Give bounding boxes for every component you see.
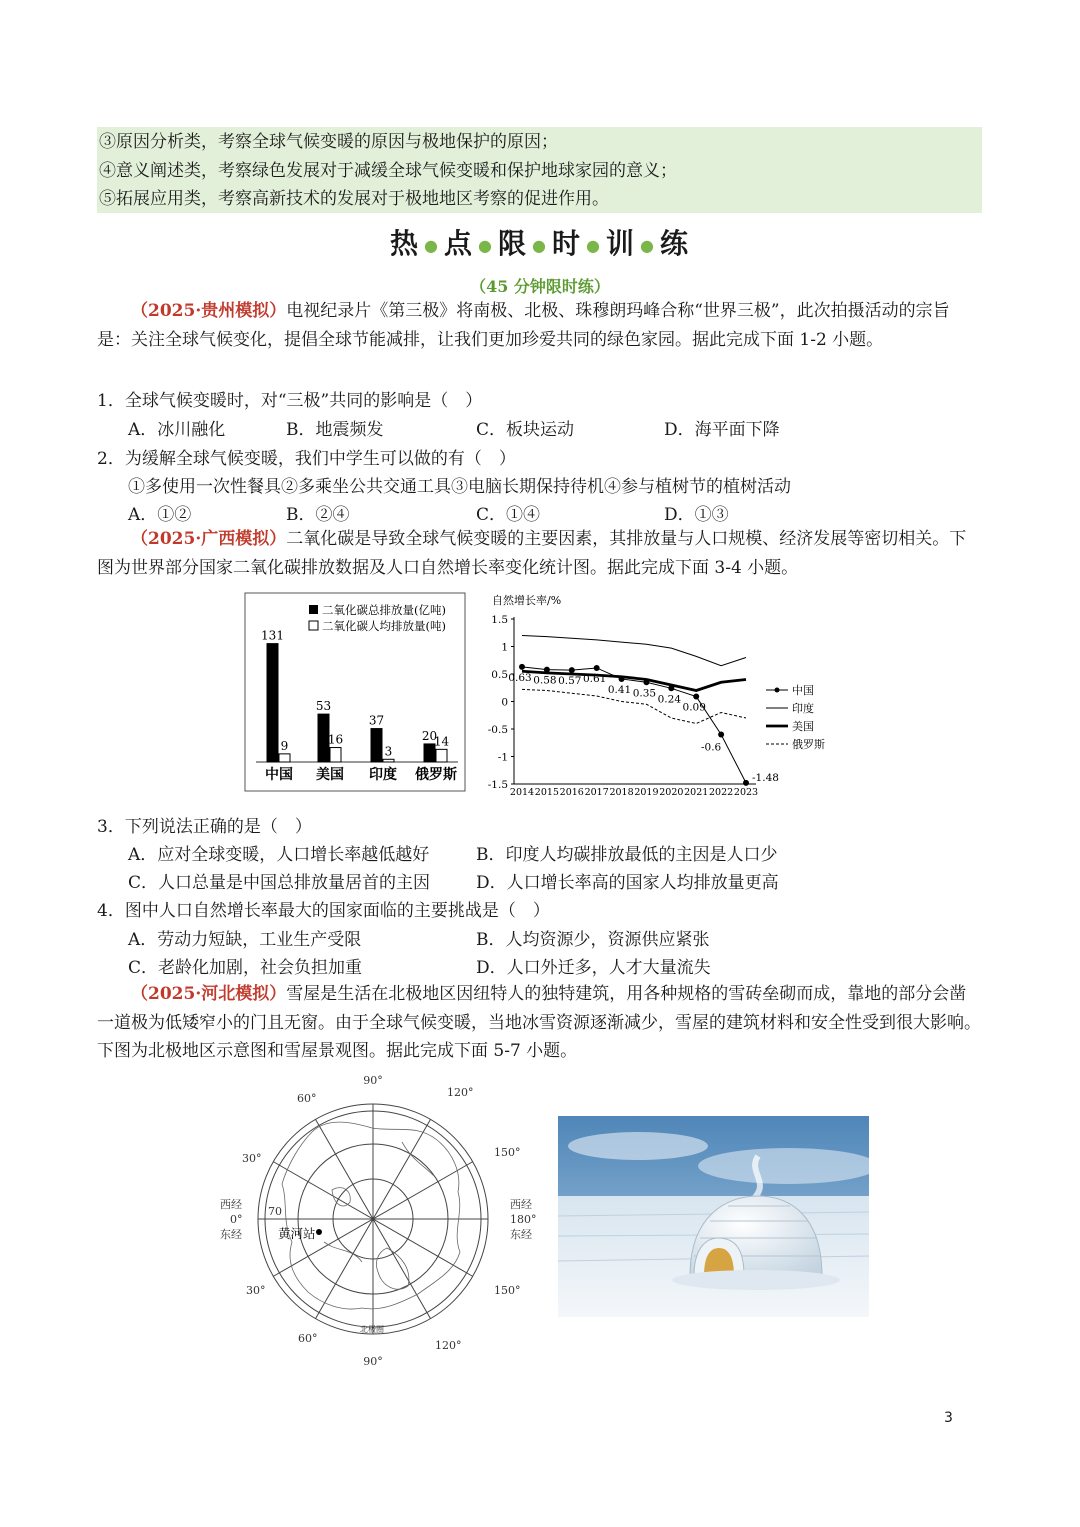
meridian-lines xyxy=(258,1104,488,1334)
question-3-stem: 3．下列说法正确的是（ ） xyxy=(97,817,312,837)
legend-label: 美国 xyxy=(792,720,814,733)
legend-total: 二氧化碳总排放量(亿吨) xyxy=(322,603,446,617)
china-point xyxy=(743,780,749,786)
x-tick-label: 2022 xyxy=(709,787,734,798)
title-dot: ● xyxy=(532,235,548,255)
series-line-印度 xyxy=(522,636,746,666)
question-2-stem: 2．为缓解全球气候变暖，我们中学生可以做的有（ ） xyxy=(97,449,516,469)
section-subtitle: （45 分钟限时练） xyxy=(470,277,610,296)
arctic-map xyxy=(212,1072,544,1370)
title-char: 训 xyxy=(605,227,636,260)
summary-box xyxy=(97,127,982,213)
bar-total xyxy=(371,729,382,762)
q2-option-a: A．①② xyxy=(128,505,192,525)
q4-option-d: D．人口外迁多，人才大量流失 xyxy=(476,958,711,978)
intro-text: 电视纪录片《第三极》将南极、北极、珠穆朗玛峰合称“世界三极”，此次拍摄活动的宗旨是：关注全球气候变化，提倡全球节能减排，让我们更加珍爱共同的绿色家园。据此完成下面 1-2 小题。 xyxy=(97,301,950,350)
title-dot: ● xyxy=(478,235,494,255)
summary-line-4: ④意义阐述类，考察绿色发展对于减缓全球气候变暖和保护地球家园的意义； xyxy=(99,160,677,181)
bar-value-label: 131 xyxy=(261,628,284,643)
lon-label: 150° xyxy=(494,1284,521,1297)
y-tick-label: -0.5 xyxy=(487,724,508,736)
lon-label: 0° xyxy=(230,1213,243,1226)
line-chart-ylabel: 自然增长率/% xyxy=(492,594,562,607)
china-point xyxy=(718,732,724,738)
q2-items: ①多使用一次性餐具②多乘坐公共交通工具③电脑长期保持待机④参与植树节的植树活动 xyxy=(128,477,791,497)
y-tick-label: -1 xyxy=(497,751,508,764)
legend-label: 中国 xyxy=(792,684,814,697)
co2-bar-chart xyxy=(244,592,466,792)
x-tick-label: 2021 xyxy=(684,787,709,798)
china-value-label: 0.63 xyxy=(508,671,532,684)
x-tick-label: 2019 xyxy=(634,787,659,798)
x-tick-label: 2020 xyxy=(659,787,684,798)
legend-label: 俄罗斯 xyxy=(792,738,825,751)
y-tick-label: 0 xyxy=(501,696,508,709)
summary-line-3: ③原因分析类，考察全球气候变暖的原因与极地保护的原因； xyxy=(99,132,558,152)
y-tick-label: 1.5 xyxy=(491,614,508,626)
title-char: 限 xyxy=(498,227,529,260)
x-tick-label: 2023 xyxy=(733,787,759,798)
x-tick-label: 2018 xyxy=(609,787,634,798)
q2-option-b: B．②④ xyxy=(286,505,350,525)
y-tick-label: 0.5 xyxy=(491,669,508,681)
q1-option-d: D．海平面下降 xyxy=(664,420,780,440)
china-value-label: 0.09 xyxy=(682,701,706,714)
q4-option-a: A．劳动力短缺，工业生产受限 xyxy=(128,930,362,950)
lon-label: 150° xyxy=(494,1146,521,1159)
bar-value-label: 14 xyxy=(433,734,450,749)
lon-label: 180° xyxy=(510,1213,537,1226)
china-value-label: 0.57 xyxy=(558,675,582,688)
igloo-photo xyxy=(558,1116,869,1317)
lon-label: 东经 xyxy=(510,1228,532,1241)
cloud xyxy=(568,1132,708,1160)
bar-value-label: 37 xyxy=(368,713,385,728)
category-label: 印度 xyxy=(369,767,397,783)
source-tag: （2025·广西模拟） xyxy=(131,529,287,549)
q4-option-b: B．人均资源少，资源供应紧张 xyxy=(476,930,710,950)
x-tick-label: 2016 xyxy=(559,787,584,798)
category-label: 美国 xyxy=(316,767,344,783)
source-tag: （2025·贵州模拟） xyxy=(131,301,287,321)
china-value-label: 0.58 xyxy=(533,674,557,687)
page-number: 3 xyxy=(944,1410,953,1426)
intro-paragraph-2 xyxy=(97,525,982,582)
q2-option-c: C．①④ xyxy=(476,505,541,525)
x-tick-label: 2014 xyxy=(509,787,535,798)
title-char: 练 xyxy=(659,227,690,260)
intro-text: 二氧化碳是导致全球气候变暖的主要因素，其排放量与人口规模、经济发展等密切相关。下图为世界部分国家二氧化碳排放数据及人口自然增长率变化统计图。据此完成下面 3-4 小题。 xyxy=(97,529,967,578)
china-point xyxy=(693,694,699,700)
lon-label: 30° xyxy=(242,1152,262,1165)
x-tick-label: 2017 xyxy=(584,787,609,798)
question-1-stem: 1．全球气候变暖时，对“三极”共同的影响是（ ） xyxy=(97,391,483,411)
q1-option-c: C．板块运动 xyxy=(476,420,575,440)
legend-per-capita: 二氧化碳人均排放量(吨) xyxy=(322,619,446,633)
lon-label: 西经 xyxy=(220,1198,242,1211)
title-dot: ● xyxy=(639,235,656,255)
station-label: 黄河站 xyxy=(278,1226,316,1241)
bar-value-label: 9 xyxy=(280,738,289,753)
china-value-label: 0.41 xyxy=(607,683,632,696)
x-tick-label: 2015 xyxy=(534,787,559,798)
lon-label: 60° xyxy=(298,1332,318,1345)
china-point xyxy=(519,664,525,670)
china-point xyxy=(594,665,600,671)
summary-line-5: ⑤拓展应用类，考察高新技术的发展对于极地地区考察的促进作用。 xyxy=(99,189,609,209)
title-dot: ● xyxy=(586,235,602,255)
lon-label: 东经 xyxy=(220,1228,242,1241)
intro-paragraph-1 xyxy=(97,297,982,354)
lon-label: 60° xyxy=(297,1092,317,1105)
q3-option-d: D．人口增长率高的国家人均排放量更高 xyxy=(476,873,779,893)
q3-option-a: A．应对全球变暖，人口增长率越低越好 xyxy=(128,845,430,865)
q1-option-a: A．冰川融化 xyxy=(128,420,226,440)
bar-per-capita xyxy=(436,749,447,762)
category-label: 俄罗斯 xyxy=(415,767,457,783)
china-value-label: -1.48 xyxy=(752,771,779,784)
lat-label: 70 xyxy=(268,1205,282,1218)
q3-option-b: B．印度人均碳排放最低的主因是人口少 xyxy=(476,845,778,865)
title-char: 点 xyxy=(444,227,475,260)
bar-per-capita xyxy=(279,754,290,762)
bar-per-capita xyxy=(330,748,341,762)
bar-value-label: 53 xyxy=(315,699,332,714)
title-char: 热 xyxy=(390,227,421,260)
china-value-label: 0.61 xyxy=(582,672,607,685)
lon-label: 30° xyxy=(246,1284,266,1297)
lon-label: 120° xyxy=(435,1339,462,1352)
bar-per-capita xyxy=(383,759,394,762)
q3-option-c: C．人口总量是中国总排放量居首的主因 xyxy=(128,873,431,893)
legend-swatch-per-capita xyxy=(309,621,318,630)
title-char: 时 xyxy=(551,227,582,260)
china-value-label: -0.6 xyxy=(700,741,722,754)
question-4-stem: 4．图中人口自然增长率最大的国家面临的主要挑战是（ ） xyxy=(97,901,550,921)
growth-rate-line-chart xyxy=(484,592,836,798)
lon-label: 120° xyxy=(447,1086,474,1099)
bar-total xyxy=(267,644,278,762)
lon-label: 西经 xyxy=(510,1198,532,1211)
china-point xyxy=(569,667,575,673)
title-dot: ● xyxy=(424,235,441,255)
bar-value-label: 3 xyxy=(384,744,393,759)
station-marker xyxy=(316,1229,322,1235)
china-value-label: 0.24 xyxy=(657,693,682,706)
category-label: 中国 xyxy=(265,767,293,783)
q2-option-d: D．①③ xyxy=(664,505,729,525)
lon-label: 90° xyxy=(363,1074,383,1087)
intro-text: 雪屋是生活在北极地区因纽特人的独特建筑，用各种规格的雪砖垒砌而成，靠地的部分会凿一道极为低矮窄小的门且无窗。由于全球气候变暖，当地冰雪资源逐渐减少，雪屋的建筑材料和安全性受到很大影响。下图为北极地区示意图和雪屋景观图。据此完成下面 5-7 小题。 xyxy=(97,984,981,1061)
lon-label: 90° xyxy=(363,1355,383,1368)
legend-label: 印度 xyxy=(792,702,814,715)
legend-swatch-total xyxy=(309,605,318,614)
q4-option-c: C．老龄化加剧，社会负担加重 xyxy=(128,958,363,978)
intro-paragraph-3 xyxy=(97,980,982,1066)
q1-option-b: B．地震频发 xyxy=(286,420,384,440)
legend-dot xyxy=(775,688,780,693)
bar-value-label: 20 xyxy=(421,728,438,743)
section-title xyxy=(0,222,1080,262)
arctic-circle-label: 北极圈 xyxy=(360,1325,384,1334)
y-tick-label: 1 xyxy=(501,641,508,654)
china-value-label: 0.35 xyxy=(632,687,657,700)
y-tick-label: -1.5 xyxy=(487,779,508,791)
source-tag: （2025·河北模拟） xyxy=(131,984,287,1004)
igloo-shadow xyxy=(672,1270,840,1290)
bar-value-label: 16 xyxy=(327,732,344,747)
